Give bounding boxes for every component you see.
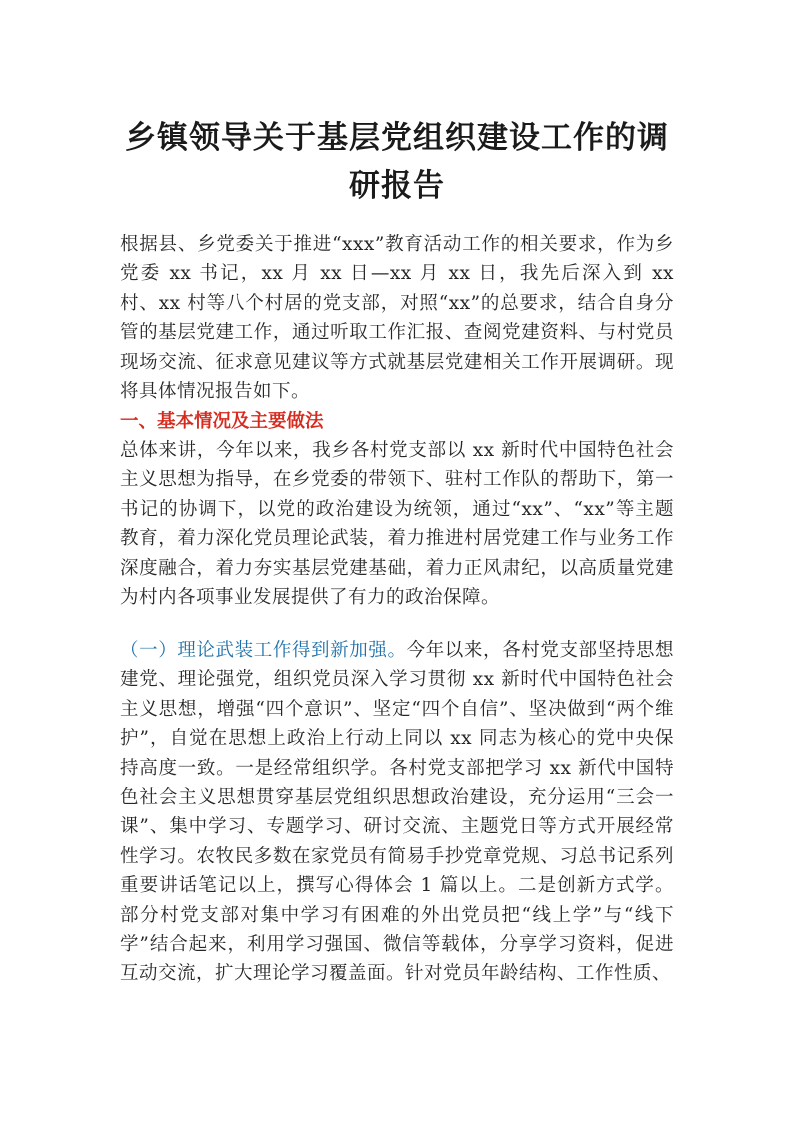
overview-paragraph: 总体来讲，今年以来，我乡各村党支部以 xx 新时代中国特色社会主义思想为指导，在乡党委的带领下、驻村工作队的帮助下，第一书记的协调下，以党的政治建设为统领，通过“xx”、“xx”等主题教育，着力深化党员理论武装，着力推进村居党建工作与业务工作深度融合，着力夯实基层党建基础，着力正风肃纪，以高质量党建为村内各项事业发展提供了有力的政治保障。 bbox=[120, 440, 674, 609]
intro-paragraph: 根据县、乡党委关于推进“xxx”教育活动工作的相关要求，作为乡党委 xx 书记，xx 月 xx 日—xx 月 xx 日，我先后深入到 xx 村、xx 村等八个村居的党支部，对照“xx”的总要求，结合自身分管的基层党建工作，通过听取工作汇报、查阅党建资料、与村党员现场交流、征求意见建议等方式就基层党建相关工作开展调研。现将具体情况报告如下。 bbox=[120, 234, 674, 403]
subsection-heading: （一）理论武装工作得到新加强。 bbox=[120, 640, 407, 661]
document-title: 乡镇领导关于基层党组织建设工作的调研报告 bbox=[125, 120, 669, 204]
subsection-body: 今年以来，各村党支部坚持思想建党、理论强党，组织党员深入学习贯彻 xx 新时代中国特色社会主义思想，增强“四个意识”、坚定“四个自信”、坚决做到“两个维护”，自觉在思想上政治上行动上同以 xx 同志为核心的党中央保持高度一致。一是经常组织学。各村党支部把学习 xx 新代中国特色社会主义思想贯穿基层党组织思想政治建设，充分运用“三会一课”、集中学习、专题学习、研讨交流、主题党日等方式开展经常性学习。农牧民多数在家党员有简易手抄党章党规、习总书记系列重要讲话笔记以上，撰写心得体会 1 篇以上。二是创新方式学。部分村党支部对集中学习有困难的外出党员把“线上学”与“线下学”结合起来，利用学习强国、微信等载体，分享学习资料，促进互动交流，扩大理论学习覆盖面。针对党员年龄结构、工作性质、 bbox=[120, 640, 674, 985]
section-heading: 一、基本情况及主要做法 bbox=[120, 411, 324, 432]
subsection-paragraph bbox=[120, 636, 674, 989]
